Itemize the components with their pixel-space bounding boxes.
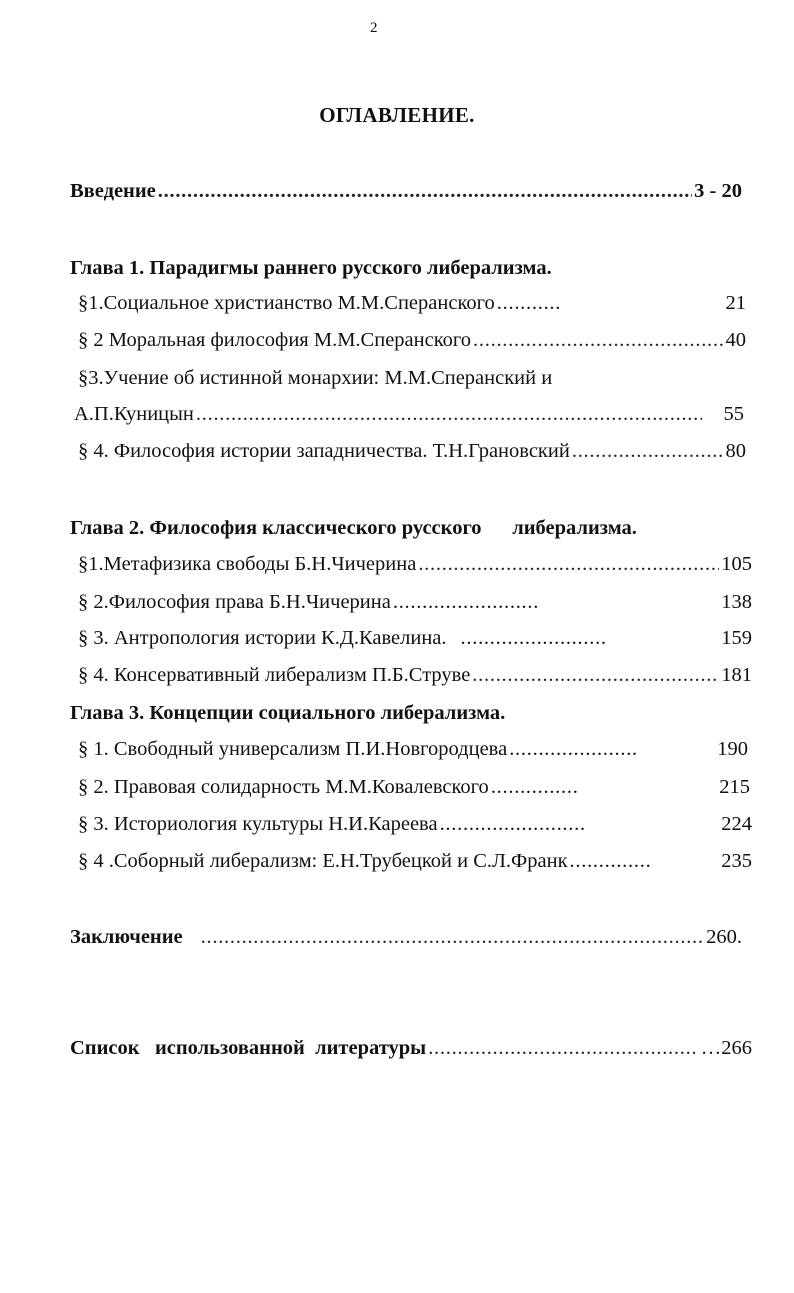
page-number: 2 <box>370 20 378 36</box>
leader-dots <box>461 623 659 653</box>
toc-entry-ch3-s2[interactable] <box>78 772 750 802</box>
toc-entry-bibliography[interactable] <box>70 1033 752 1063</box>
leader-dots <box>418 549 719 579</box>
toc-label: § 1. Свободный универсализм П.И.Новгородцева <box>78 738 508 760</box>
toc-page: 235 <box>721 850 752 872</box>
toc-entry-ch1-s3[interactable] <box>78 363 698 393</box>
chapter-1-heading[interactable]: Глава 1. Парадигмы раннего русского либерализма. <box>70 257 552 279</box>
toc-label: § 3. Историология культуры Н.И.Кареева <box>78 813 438 835</box>
toc-label: Заключение <box>70 926 183 948</box>
toc-page: 55 <box>723 403 744 425</box>
chapter-3-heading[interactable]: Глава 3. Концепции социального либерализма. <box>70 702 506 724</box>
toc-entry-ch2-s4[interactable] <box>78 660 752 690</box>
toc-page: 80 <box>725 440 746 462</box>
toc-page: 21 <box>725 292 746 314</box>
toc-page: 224 <box>721 813 752 835</box>
leader-dots <box>472 660 719 690</box>
leader-dots <box>440 809 656 839</box>
toc-entry-ch3-s4[interactable] <box>78 846 752 876</box>
toc-entry-ch1-s3-cont[interactable] <box>74 399 744 429</box>
toc-entry-ch1-s2[interactable] <box>78 325 746 355</box>
toc-page: 181 <box>721 664 752 686</box>
leader-dots <box>428 1033 695 1063</box>
leader-dots <box>509 734 639 764</box>
toc-page: 105 <box>721 553 752 575</box>
page-title: ОГЛАВЛЕНИЕ. <box>319 103 475 127</box>
toc-page: 40 <box>725 329 746 351</box>
toc-label: §1.Социальное христианство М.М.Сперанского <box>78 292 495 314</box>
toc-entry-ch1-s4[interactable] <box>78 436 746 466</box>
leader-dots <box>201 922 704 952</box>
leader-dots <box>570 846 652 876</box>
toc-label: Список использованной литературы <box>70 1037 427 1059</box>
toc-page: 3 - 20 <box>694 180 742 202</box>
leader-dots <box>491 772 577 802</box>
toc-label: § 2.Философия права Б.Н.Чичерина <box>78 591 391 613</box>
toc-label: А.П.Куницын <box>74 403 194 425</box>
toc-entry-ch3-s1[interactable] <box>78 734 748 764</box>
toc-label: §1.Метафизика свободы Б.Н.Чичерина <box>78 553 417 575</box>
toc-entry-intro[interactable] <box>70 176 742 206</box>
leader-dots <box>497 288 559 318</box>
leader-dots <box>572 436 724 466</box>
toc-entry-conclusion[interactable] <box>70 922 742 952</box>
toc-page: 260. <box>706 926 742 948</box>
toc-entry-ch2-s3[interactable] <box>78 623 752 653</box>
toc-entry-ch1-s1[interactable] <box>78 288 746 318</box>
toc-page: …266 <box>700 1037 752 1059</box>
toc-page: 190 <box>717 738 748 760</box>
toc-label: § 2 Моральная философия М.М.Сперанского <box>78 329 472 351</box>
toc-entry-ch2-s2[interactable] <box>78 587 752 617</box>
toc-label: § 4 .Соборный либерализм: Е.Н.Трубецкой и С.Л.Франк <box>78 850 568 872</box>
toc-page: 159 <box>721 627 752 649</box>
toc-label: Введение <box>70 180 156 202</box>
toc-label: § 2. Правовая солидарность М.М.Ковалевского <box>78 776 489 798</box>
toc-page: 138 <box>721 591 752 613</box>
toc-label: § 4. Философия истории западничества. Т.Н.Грановский <box>78 440 570 462</box>
toc-label: §3.Учение об истинной монархии: М.М.Сперанский и <box>78 367 553 389</box>
leader-dots <box>196 399 702 429</box>
toc-entry-ch2-s1[interactable] <box>78 549 752 579</box>
toc-page: 215 <box>719 776 750 798</box>
leader-dots <box>393 587 641 617</box>
toc-label: § 3. Антропология истории К.Д.Кавелина. <box>78 627 447 649</box>
leader-dots <box>158 176 692 206</box>
toc-entry-ch3-s3[interactable] <box>78 809 752 839</box>
chapter-2-heading[interactable]: Глава 2. Философия классического русского либерализма. <box>70 517 637 539</box>
leader-dots <box>473 325 723 355</box>
toc-label: § 4. Консервативный либерализм П.Б.Струве <box>78 664 471 686</box>
